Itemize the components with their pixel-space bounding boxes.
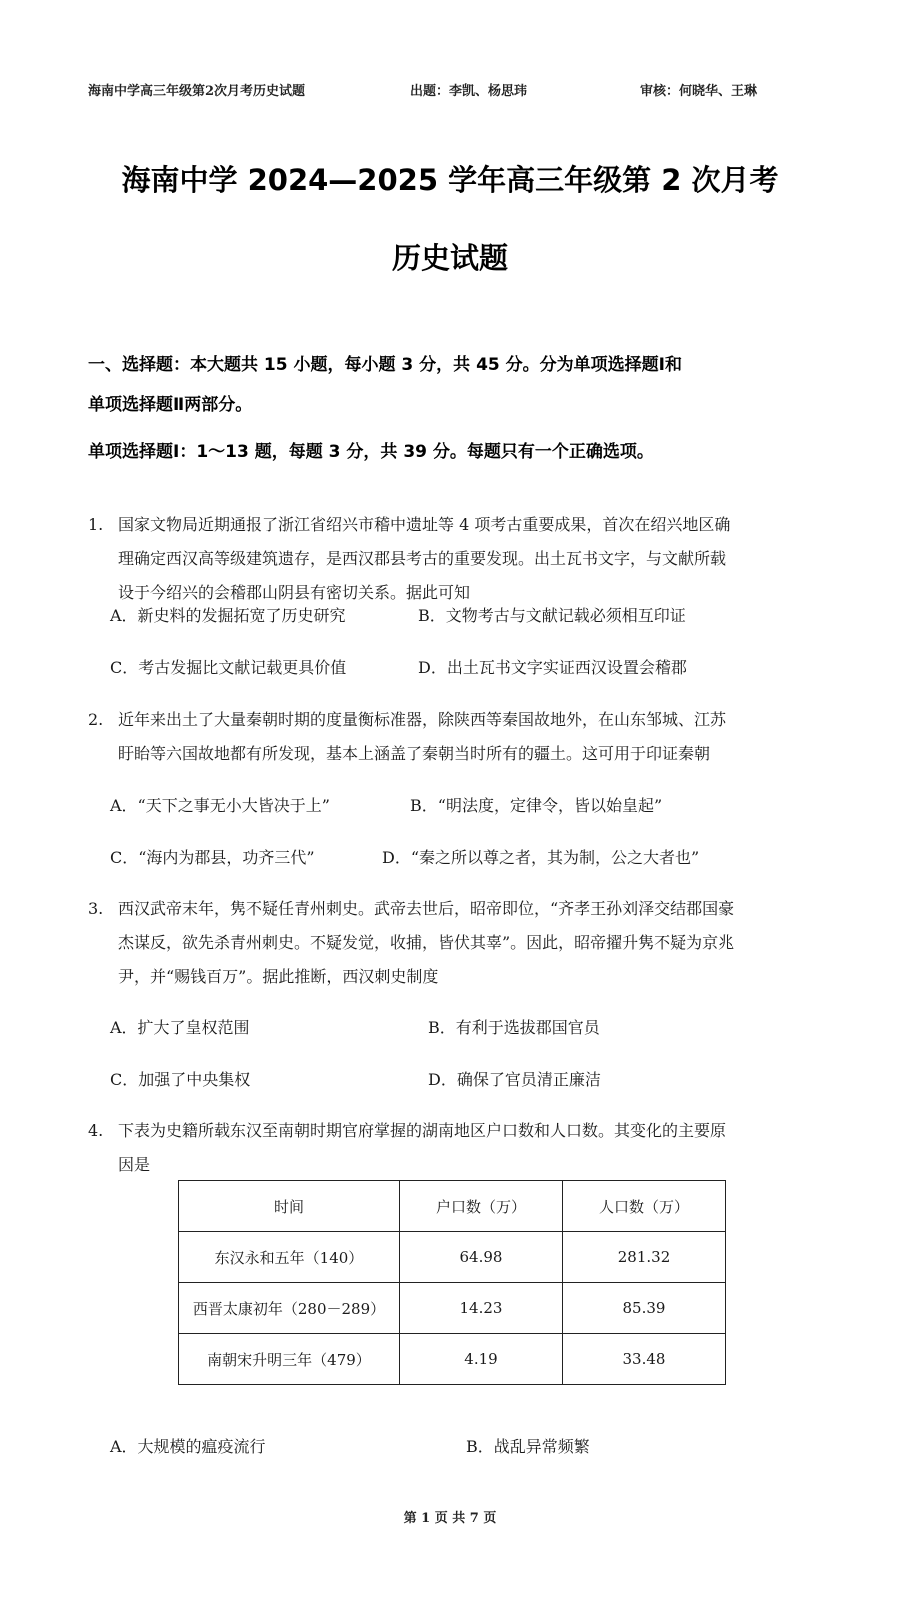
question-1 xyxy=(88,508,828,610)
table-cell: 281.32 xyxy=(563,1232,726,1283)
question-4-options-row xyxy=(110,1434,830,1464)
table-cell: 东汉永和五年（140） xyxy=(179,1232,400,1283)
table-cell: 85.39 xyxy=(563,1283,726,1334)
table-cell: 64.98 xyxy=(400,1232,563,1283)
section-instructions xyxy=(88,345,828,425)
option-b[interactable]: B．有利于选拔郡国官员 xyxy=(428,1018,600,1037)
question-number: 4. xyxy=(88,1121,104,1140)
table-row xyxy=(179,1283,726,1334)
page-number: 第 1 页 共 7 页 xyxy=(403,1511,497,1526)
question-1-options-row xyxy=(110,603,830,633)
option-c[interactable]: C．“海内为郡县，功齐三代” xyxy=(110,848,315,867)
option-a[interactable]: A．新史料的发掘拓宽了历史研究 xyxy=(110,606,346,625)
question-text-line: 尹，并“赐钱百万”。据此推断，西汉刺史制度 xyxy=(118,967,439,986)
question-2 xyxy=(88,703,828,771)
question-text-line: 国家文物局近期通报了浙江省绍兴市稽中遗址等 4 项考古重要成果，首次在绍兴地区确 xyxy=(118,515,731,534)
header-authors: 出题：李凯、杨思玮 xyxy=(410,84,528,99)
question-number: 2. xyxy=(88,710,104,729)
section-instructions-line: 一、选择题：本大题共 15 小题，每小题 3 分，共 45 分。分为单项选择题Ⅰ和 xyxy=(88,355,682,375)
part-one-instructions: 单项选择题Ⅰ：1～13 题，每题 3 分，共 39 分。每题只有一个正确选项。 xyxy=(88,442,654,462)
question-text-line: 近年来出土了大量秦朝时期的度量衡标准器，除陕西等秦国故地外，在山东邹城、江苏 xyxy=(118,710,727,729)
table-header-cell: 户口数（万） xyxy=(400,1181,563,1232)
option-b[interactable]: B．“明法度，定律令，皆以始皇起” xyxy=(410,796,663,815)
question-number: 1. xyxy=(88,515,104,534)
option-b[interactable]: B．文物考古与文献记载必须相互印证 xyxy=(418,606,686,625)
question-3-options-row xyxy=(110,1067,830,1097)
question-text-line: 下表为史籍所载东汉至南朝时期官府掌握的湖南地区户口数和人口数。其变化的主要原 xyxy=(118,1121,727,1140)
question-number: 3. xyxy=(88,899,104,918)
table-cell: 西晋太康初年（280－289） xyxy=(179,1283,400,1334)
exam-subtitle: 历史试题 xyxy=(391,241,508,275)
question-text-line: 杰谋反，欲先杀青州刺史。不疑发觉，收捕，皆伏其辜”。因此，昭帝擢升隽不疑为京兆 xyxy=(118,933,735,952)
question-text-line: 设于今绍兴的会稽郡山阴县有密切关系。据此可知 xyxy=(118,583,471,602)
question-4 xyxy=(88,1114,828,1182)
option-a[interactable]: A．“天下之事无小大皆决于上” xyxy=(110,796,330,815)
question-text-line: 西汉武帝末年，隽不疑任青州刺史。武帝去世后，昭帝即位，“齐孝王孙刘泽交结郡国豪 xyxy=(118,899,735,918)
option-a[interactable]: A．大规模的瘟疫流行 xyxy=(110,1437,266,1456)
section-instructions-line: 单项选择题Ⅱ两部分。 xyxy=(88,395,253,415)
table-cell: 33.48 xyxy=(563,1334,726,1385)
question-1-options-row xyxy=(110,655,830,685)
question-text-line: 理确定西汉高等级建筑遗存，是西汉郡县考古的重要发现。出土瓦书文字，与文献所载 xyxy=(118,549,727,568)
table-cell: 南朝宋升明三年（479） xyxy=(179,1334,400,1385)
option-d[interactable]: D．出土瓦书文字实证西汉设置会稽郡 xyxy=(418,658,687,677)
exam-title: 海南中学 2024—2025 学年高三年级第 2 次月考 xyxy=(121,163,779,197)
header-exam-name: 海南中学高三年级第2次月考历史试题 xyxy=(88,84,306,99)
table-row xyxy=(179,1334,726,1385)
table-row xyxy=(179,1232,726,1283)
question-2-options-row xyxy=(110,845,830,875)
question-text-line: 因是 xyxy=(118,1155,151,1174)
table-header-cell: 人口数（万） xyxy=(563,1181,726,1232)
option-d[interactable]: D．“秦之所以尊之者，其为制，公之大者也” xyxy=(382,848,700,867)
option-a[interactable]: A．扩大了皇权范围 xyxy=(110,1018,250,1037)
option-c[interactable]: C．考古发掘比文献记载更具价值 xyxy=(110,658,347,677)
question-3-options-row xyxy=(110,1015,830,1045)
header-reviewers: 审核：何晓华、王琳 xyxy=(640,84,758,99)
option-d[interactable]: D．确保了官员清正廉洁 xyxy=(428,1070,601,1089)
question-text-line: 盱眙等六国故地都有所发现，基本上涵盖了秦朝当时所有的疆土。这可用于印证秦朝 xyxy=(118,744,711,763)
population-table xyxy=(178,1180,726,1385)
table-header-cell: 时间 xyxy=(179,1181,400,1232)
option-b[interactable]: B．战乱异常频繁 xyxy=(466,1437,590,1456)
option-c[interactable]: C．加强了中央集权 xyxy=(110,1070,251,1089)
question-3 xyxy=(88,892,828,994)
question-2-options-row xyxy=(110,793,830,823)
table-cell: 4.19 xyxy=(400,1334,563,1385)
table-cell: 14.23 xyxy=(400,1283,563,1334)
table-header-row xyxy=(179,1181,726,1232)
